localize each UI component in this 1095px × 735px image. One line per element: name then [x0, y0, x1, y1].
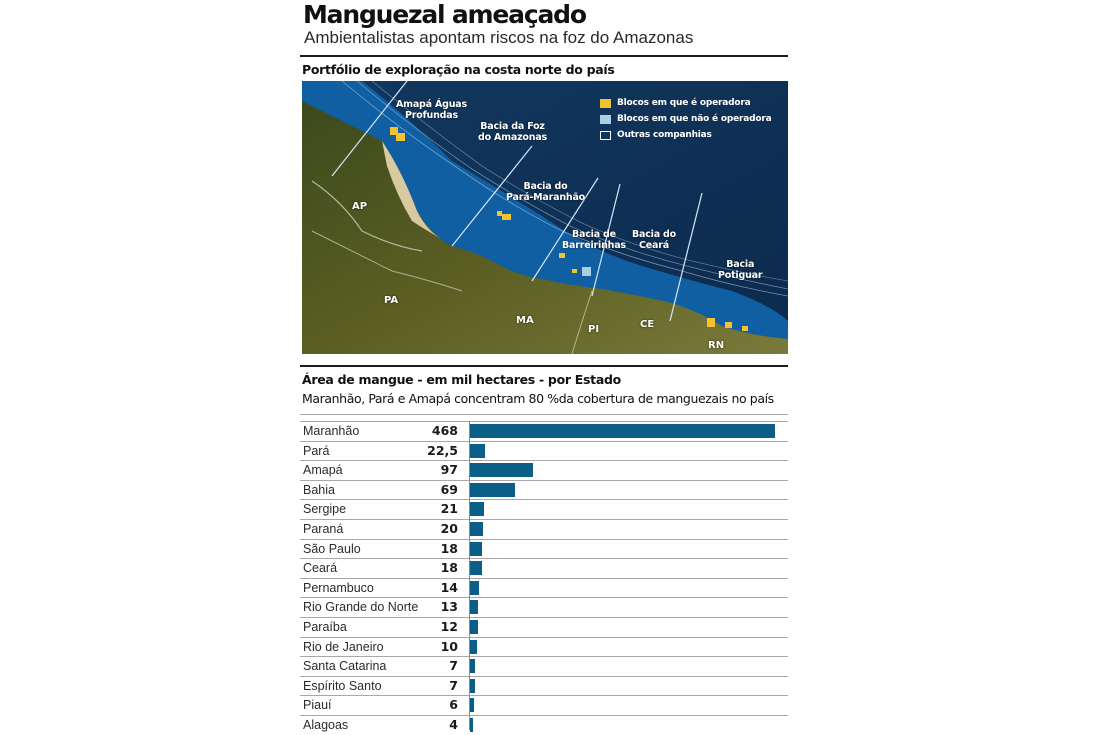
- state-value: 468: [431, 423, 458, 438]
- bar: [470, 581, 479, 595]
- table-row: [300, 480, 788, 500]
- chart-axis: [469, 421, 470, 730]
- chart-subtitle: Maranhão, Pará e Amapá concentram 80 %da cobertura de manguezais no país: [302, 391, 774, 406]
- state-label-pa: PA: [384, 295, 399, 306]
- table-row: [300, 558, 788, 578]
- bar: [470, 522, 483, 536]
- legend-item-others: Outras companhias: [600, 127, 771, 143]
- mangrove-bar-chart: [300, 421, 788, 735]
- table-row: [300, 519, 788, 539]
- divider: [300, 414, 788, 415]
- bar: [470, 679, 475, 693]
- basin-label-ceara: Bacia do Ceará: [632, 229, 676, 251]
- state-label-ce: CE: [640, 319, 655, 330]
- lightblue-swatch-icon: [600, 115, 611, 124]
- state-value: 21: [440, 501, 458, 517]
- table-row: [300, 499, 788, 519]
- map-section-title: Portfólio de exploração na costa norte do país: [302, 62, 615, 77]
- state-value: 97: [440, 462, 458, 478]
- state-value: 18: [440, 540, 458, 556]
- yellow-swatch-icon: [600, 99, 611, 108]
- basin-label-foz-amazonas: Bacia da Foz do Amazonas: [478, 121, 547, 143]
- state-name: Ceará: [303, 561, 338, 576]
- state-value: 22,5: [427, 442, 458, 458]
- table-row: [300, 695, 788, 715]
- state-value: 7: [449, 658, 458, 674]
- state-name: Sergipe: [303, 502, 347, 517]
- legend-item-operator: Blocos em que é operadora: [600, 95, 771, 111]
- table-row: [300, 421, 788, 441]
- state-value: 18: [440, 560, 458, 576]
- bar: [470, 600, 478, 614]
- state-value: 4: [449, 716, 458, 732]
- basin-label-amapa: Amapá Águas Profundas: [396, 99, 467, 121]
- state-name: Paraíba: [303, 619, 347, 634]
- state-name: Paraná: [303, 521, 344, 536]
- state-name: Santa Catarina: [303, 659, 387, 674]
- state-name: Rio Grande do Norte: [303, 600, 419, 615]
- state-label-ma: MA: [516, 315, 534, 326]
- page-title: Manguezal ameaçado: [303, 0, 586, 29]
- state-label-ap: AP: [352, 201, 368, 212]
- table-row: [300, 441, 788, 461]
- state-name: Maranhão: [303, 424, 360, 438]
- chart-title: Área de mangue - em mil hectares - por Estado: [302, 372, 621, 387]
- bar: [470, 444, 485, 458]
- table-row: [300, 539, 788, 559]
- bar: [470, 542, 482, 556]
- state-value: 12: [440, 618, 458, 634]
- bar: [470, 561, 482, 575]
- state-name: Espírito Santo: [303, 678, 382, 693]
- basin-label-para-maranhao: Bacia do Pará-Maranhão: [506, 181, 585, 203]
- table-row: [300, 617, 788, 637]
- bar: [470, 502, 484, 516]
- state-value: 14: [440, 579, 458, 595]
- basin-label-barreirinhas: Bacia de Barreirinhas: [562, 229, 626, 251]
- state-name: Piauí: [303, 698, 332, 713]
- basin-label-potiguar: Bacia Potiguar: [718, 259, 763, 281]
- state-value: 13: [440, 599, 458, 615]
- state-name: Pernambuco: [303, 580, 374, 595]
- bar: [470, 463, 533, 477]
- page-subtitle: Ambientalistas apontam riscos na foz do Amazonas: [304, 28, 694, 47]
- divider: [300, 365, 788, 367]
- state-value: 10: [440, 638, 458, 654]
- state-value: 69: [440, 481, 458, 497]
- state-name: Amapá: [303, 463, 343, 478]
- table-row: [300, 715, 788, 735]
- bar: [470, 483, 515, 497]
- table-row: [300, 676, 788, 696]
- table-row: [300, 460, 788, 480]
- state-label-pi: PI: [588, 324, 600, 335]
- state-value: 20: [440, 520, 458, 536]
- state-label-rn: RN: [708, 340, 725, 351]
- state-name: São Paulo: [303, 541, 361, 556]
- bar: [470, 640, 477, 654]
- state-name: Rio de Janeiro: [303, 639, 384, 654]
- bar: [470, 659, 475, 673]
- state-name: Pará: [303, 443, 330, 458]
- exploration-map: [302, 81, 788, 354]
- map-legend: [600, 95, 771, 143]
- table-row: [300, 656, 788, 676]
- state-value: 6: [449, 697, 458, 713]
- table-row: [300, 637, 788, 657]
- state-name: Bahia: [303, 482, 335, 497]
- bar: [470, 620, 478, 634]
- outline-swatch-icon: [600, 131, 611, 140]
- state-name: Alagoas: [303, 717, 349, 732]
- table-row: [300, 578, 788, 598]
- table-row: [300, 597, 788, 617]
- bar: [470, 698, 474, 712]
- divider: [300, 55, 788, 57]
- bar: [470, 424, 775, 438]
- legend-item-non-operator: Blocos em que não é operadora: [600, 111, 771, 127]
- state-value: 7: [449, 677, 458, 693]
